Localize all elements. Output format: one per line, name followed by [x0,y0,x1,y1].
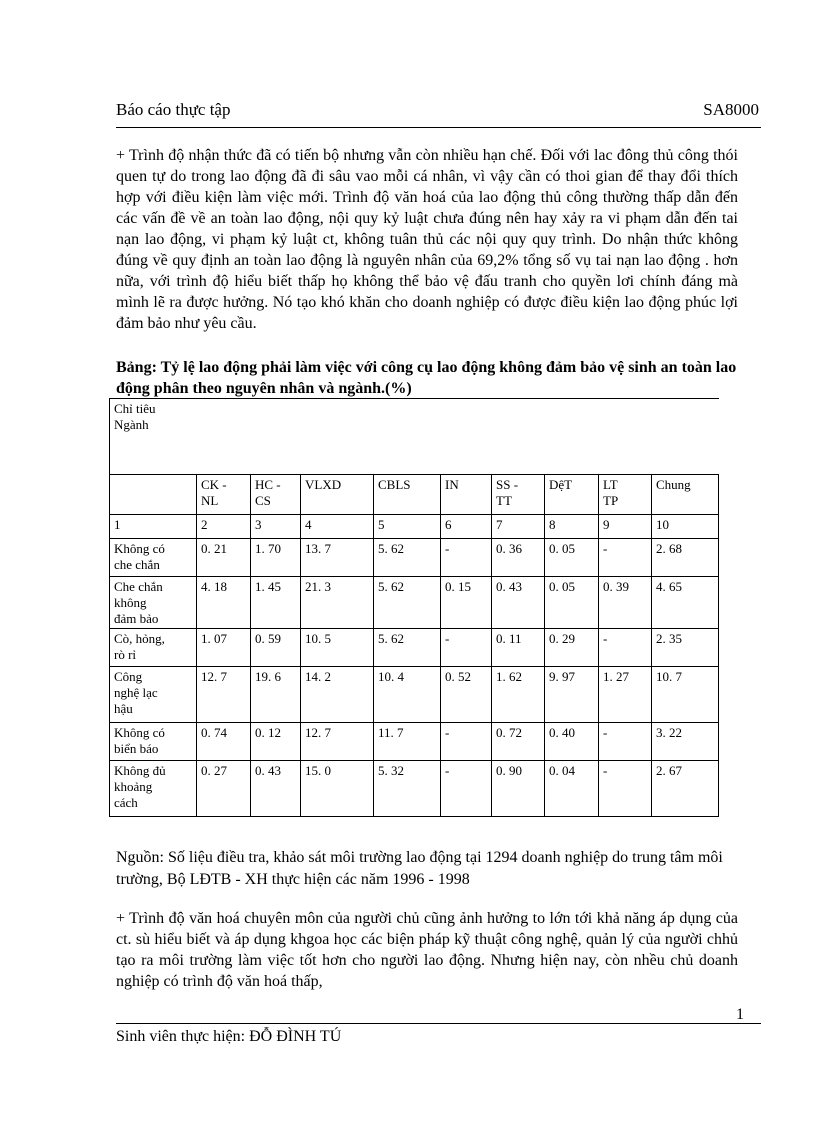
table-cell: - [441,723,492,761]
row-label-text: khoảng [114,779,153,794]
row-label-text: che chắn [114,557,160,572]
footer-author: Sinh viên thực hiện: ĐỖ ĐÌNH TÚ [116,1028,342,1045]
column-number: 5 [374,515,441,539]
column-header-text: IN [445,477,459,492]
table-cell: 0. 59 [251,629,301,667]
table-cell: 0. 39 [599,577,652,629]
column-header-cell [197,475,251,515]
table-cell: 1. 27 [599,667,652,723]
header-cell-line-2: Ngành [114,417,149,432]
table-cell: 21. 3 [301,577,374,629]
row-label-text: Che chắn [114,579,163,594]
table-cell: 3. 22 [652,723,719,761]
table-column-header-row [110,475,719,515]
table-cell: 1. 07 [197,629,251,667]
header-divider [116,127,761,128]
table-cell: 13. 7 [301,539,374,577]
column-number: 8 [545,515,599,539]
table-cell: 0. 43 [251,761,301,817]
column-number: 10 [652,515,719,539]
column-header-text: CBLS [378,477,411,492]
table-cell: 0. 72 [492,723,545,761]
column-number: 4 [301,515,374,539]
table-cell: 0. 15 [441,577,492,629]
column-header-text: CS [255,493,271,508]
column-number: 6 [441,515,492,539]
paragraph-employer-education: + Trình độ văn hoá chuyên môn của người chủ cũng ảnh hưởng to lớn tới khả năng áp dụng của ct. sù hiểu biết và áp dụng khgoa học các biện pháp kỹ thuật công nghệ, quản lý của người chhủ tạo ra môi trường làm việc tốt hơn cho người lao động. Nhưng hiện nay, còn nhều chủ doanh nghiệp có trình độ văn hoá thấp, [116,910,738,990]
paragraph-awareness: + Trình độ nhận thức đã có tiến bộ nhưng vẫn còn nhiều hạn chế. Đối với lac đông thủ công thói quen tự do trong lao động đã đi sâu vao mỗi cá nhân, vì vậy cần có thoi gian để thay đổi thích hợp với điều kiện làm việc mới. Trình độ văn hoá của lao động thủ công thường thấp dẫn đến các vấn đề về an toàn lao động, nội quy kỷ luật chưa đúng nên hay xảy ra vi phạm dẫn đến tai nạn lao động, vi phạm kỷ luật ct, không tuân thủ các nội quy quy trình. Do nhận thức không đúng về quy định an toàn lao động là nguyên nhân của 69,2% tổng số vụ tai nạn lao động . hơn nữa, với trình độ hiểu biết thấp họ không thể bảo vệ đấu tranh cho quyền lơi chính đáng mà mình lẽ ra được hưởng. Nó tạo khó khăn cho doanh nghiệp có được điều kiện lao động phúc lợi đảm bảo như yêu cầu. [116,147,738,332]
header-cell-line-1: Chỉ tiêu [114,401,156,416]
table-cell: 15. 0 [301,761,374,817]
table-cell: 12. 7 [197,667,251,723]
column-number: 3 [251,515,301,539]
table-cell: 9. 97 [545,667,599,723]
row-label-text: Không có [114,725,165,740]
row-label-text: hậu [114,701,133,716]
column-header-cell [545,475,599,515]
column-header-text: Chung [656,477,691,492]
row-label-text: không [114,595,147,610]
column-header-text: HC - [255,477,281,492]
table-title-row [110,399,719,475]
page-number: 1 [736,1006,744,1023]
table-cell: 12. 7 [301,723,374,761]
table-cell: 19. 6 [251,667,301,723]
table-row [110,577,719,629]
header-title: Báo cáo thực tập [116,100,231,119]
table-cell: - [441,539,492,577]
column-header-text: DệT [549,477,573,492]
column-header-text: CK - [201,477,227,492]
column-header-text: NL [201,493,219,508]
page-header [116,100,761,122]
table-row [110,539,719,577]
row-label-text: đảm bảo [114,611,159,626]
row-label-cell [110,723,197,761]
table-cell: 10. 5 [301,629,374,667]
row-label-cell [110,539,197,577]
table-cell: - [441,629,492,667]
table-cell: 0. 27 [197,761,251,817]
header-code: SA8000 [703,100,759,119]
column-header-text: TT [496,493,512,508]
column-header-text: LT [603,477,618,492]
table-cell: 1. 62 [492,667,545,723]
table-row [110,723,719,761]
table-cell: 0. 21 [197,539,251,577]
column-header-cell [652,475,719,515]
table-cell: 5. 62 [374,577,441,629]
table-cell: 10. 7 [652,667,719,723]
column-number: 7 [492,515,545,539]
table-caption: Bảng: Tỷ lệ lao động phải làm việc với công cụ lao động không đảm bảo vệ sinh an toàn lao động phân theo nguyên nhân và ngành.(%) [116,359,737,397]
column-number: 9 [599,515,652,539]
column-header-text: VLXD [305,477,342,492]
column-number: 2 [197,515,251,539]
data-table [109,398,719,817]
column-header-cell [441,475,492,515]
column-header-cell [301,475,374,515]
column-header-text: SS - [496,477,519,492]
column-header-cell [110,475,197,515]
table-cell: - [441,761,492,817]
table-cell: - [599,723,652,761]
row-label-cell [110,761,197,817]
row-label-text: Công [114,669,143,684]
table-cell: 5. 62 [374,539,441,577]
table-cell: 11. 7 [374,723,441,761]
row-label-text: Không có [114,541,165,556]
row-label-text: Cò, hỏng, [114,631,165,646]
table-cell: 4. 18 [197,577,251,629]
table-cell: 0. 04 [545,761,599,817]
table-cell: 0. 74 [197,723,251,761]
column-header-cell [599,475,652,515]
row-label-cell [110,667,197,723]
table-cell: - [599,629,652,667]
table-cell: 0. 36 [492,539,545,577]
table-cell: - [599,761,652,817]
table-cell: 14. 2 [301,667,374,723]
table-header-cell [110,399,719,475]
table-cell: 10. 4 [374,667,441,723]
footer-divider [116,1023,761,1024]
table-cell: 5. 32 [374,761,441,817]
table-cell: 0. 11 [492,629,545,667]
table-cell: 0. 12 [251,723,301,761]
column-header-cell [374,475,441,515]
table-row [110,761,719,817]
table-row [110,667,719,723]
row-label-text: Không đủ [114,763,166,778]
table-cell: 2. 68 [652,539,719,577]
row-label-cell [110,629,197,667]
table-cell: 1. 45 [251,577,301,629]
table-cell: 1. 70 [251,539,301,577]
table-cell: 0. 90 [492,761,545,817]
table-cell: 0. 29 [545,629,599,667]
table-cell: - [599,539,652,577]
row-label-text: nghệ lạc [114,685,158,700]
table-row [110,629,719,667]
table-cell: 0. 05 [545,539,599,577]
column-number: 1 [110,515,197,539]
table-cell: 2. 35 [652,629,719,667]
table-cell: 0. 40 [545,723,599,761]
table-cell: 5. 62 [374,629,441,667]
table-cell: 0. 52 [441,667,492,723]
table-cell: 0. 43 [492,577,545,629]
column-header-cell [492,475,545,515]
column-header-cell [251,475,301,515]
table-cell: 0. 05 [545,577,599,629]
row-label-text: cách [114,795,138,810]
row-label-cell [110,577,197,629]
table-number-row [110,515,719,539]
row-label-text: biển báo [114,741,159,756]
table-cell: 2. 67 [652,761,719,817]
row-label-text: rò rỉ [114,647,137,662]
table-source-note: Nguồn: Số liệu điều tra, khảo sát môi trường lao động tại 1294 doanh nghiệp do trung tâm môi trường, Bộ LĐTB - XH thực hiện các năm 1996 - 1998 [116,849,723,888]
table-cell: 4. 65 [652,577,719,629]
column-header-text: TP [603,493,619,508]
